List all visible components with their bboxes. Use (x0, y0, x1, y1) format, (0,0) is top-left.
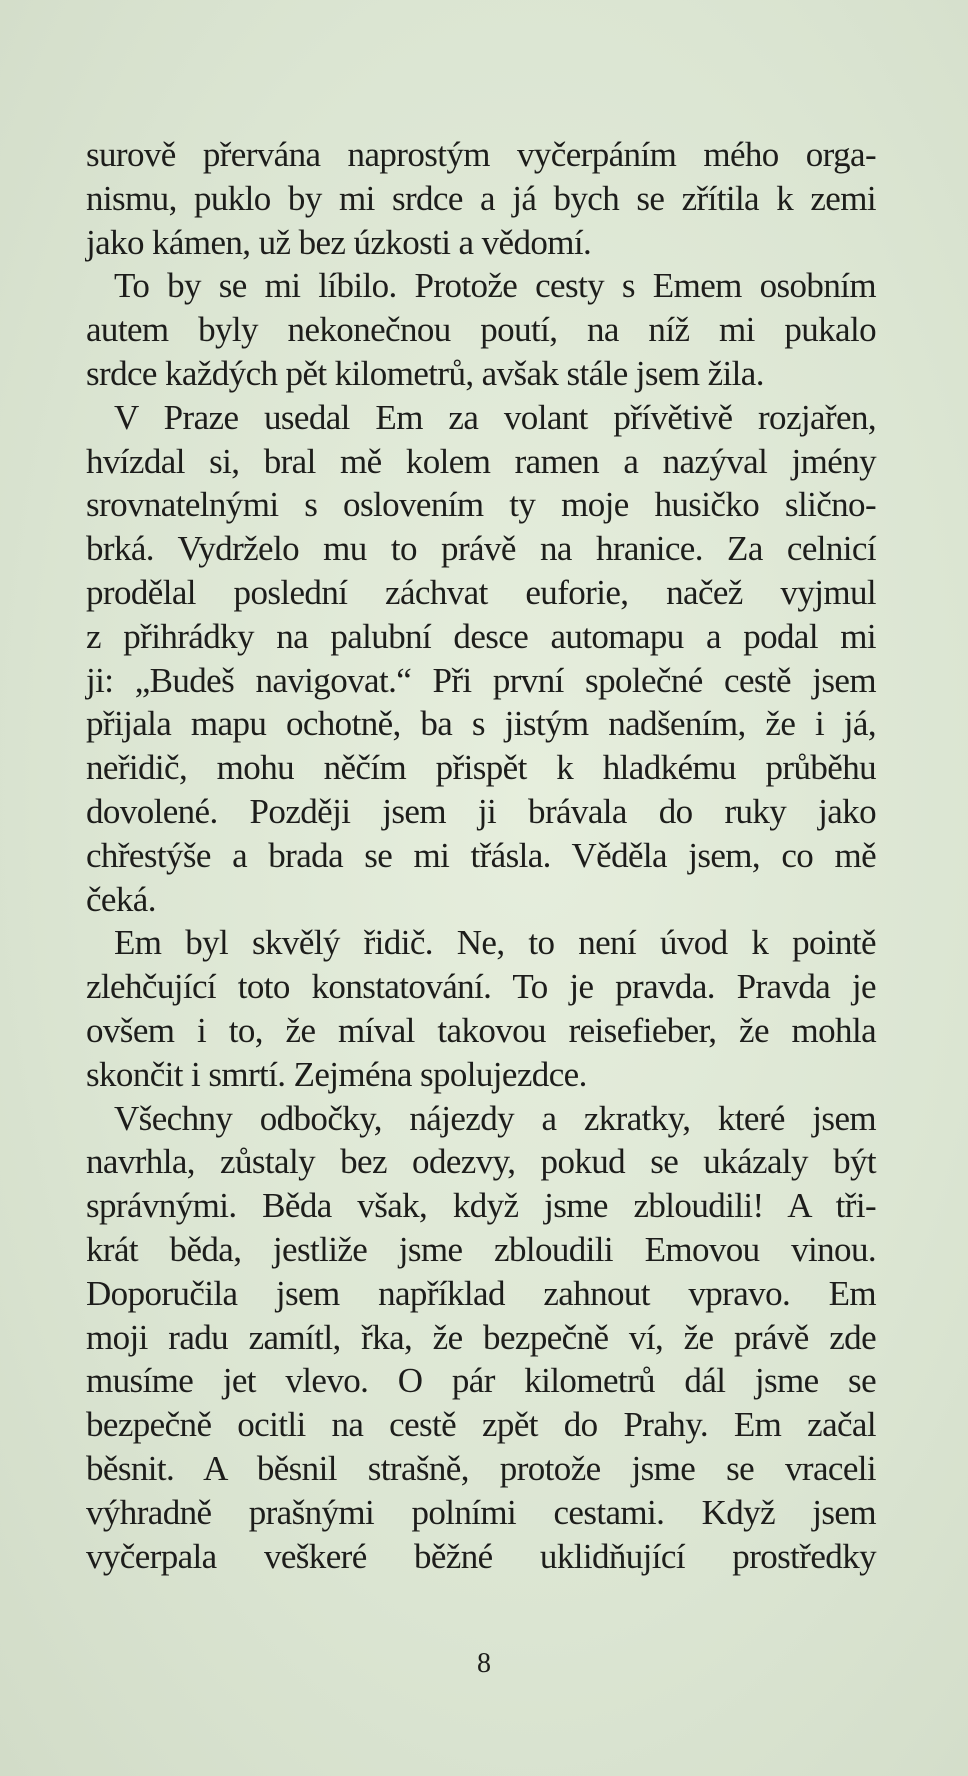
text-line: ji: „Budeš navigovat.“ Při první společné cestě jsem (86, 660, 876, 700)
text-line: výhradně prašnými polními cestami. Když jsem (86, 1492, 876, 1532)
text-line: srdce každých pět kilometrů, avšak stále jsem žila. (86, 353, 764, 393)
text-line: neřidič, mohu něčím přispět k hladkému průběhu (86, 748, 876, 788)
text-line: Em byl skvělý řidič. Ne, to není úvod k pointě (114, 923, 876, 963)
text-line: chřestýše a brada se mi třásla. Věděla jsem, co mě (86, 835, 876, 875)
text-line: dovolené. Později jsem ji brávala do ruky jako (86, 791, 876, 831)
text-line: srovnatelnými s oslovením ty moje husičko slično- (86, 485, 876, 525)
text-line: hvízdal si, bral mě kolem ramen a nazýval jmény (86, 441, 876, 481)
text-line: z přihrádky na palubní desce automapu a podal mi (86, 616, 876, 656)
text-line: jako kámen, už bez úzkosti a vědomí. (86, 222, 592, 262)
text-line: skončit i smrtí. Zejména spolujezdce. (86, 1054, 587, 1094)
text-line: vyčerpala veškeré běžné uklidňující prostředky (86, 1536, 876, 1576)
text-line: prodělal poslední záchvat euforie, načež vyjmul (86, 572, 876, 612)
text-line: V Praze usedal Em za volant přívětivě rozjařen, (114, 397, 876, 437)
text-line: přijala mapu ochotně, ba s jistým nadšením, že i já, (86, 704, 876, 744)
text-line: zlehčující toto konstatování. To je pravda. Pravda je (86, 967, 876, 1007)
text-line: bezpečně ocitli na cestě zpět do Prahy. Em začal (86, 1405, 876, 1445)
text-line: nismu, puklo by mi srdce a já bych se zřítila k zemi (86, 178, 876, 218)
body-text (86, 133, 876, 1578)
text-line: navrhla, zůstaly bez odezvy, pokud se ukázaly být (86, 1142, 876, 1182)
text-line: Doporučila jsem například zahnout vpravo. Em (86, 1273, 876, 1313)
text-line: surově přervána naprostým vyčerpáním mého orga- (86, 135, 876, 174)
text-line: musíme jet vlevo. O pár kilometrů dál jsme se (86, 1361, 876, 1401)
text-line: krát běda, jestliže jsme zbloudili Emovou vinou. (86, 1229, 876, 1269)
page-number: 8 (477, 1648, 491, 1679)
text-line: brká. Vydrželo mu to právě na hranice. Za celnicí (86, 529, 876, 569)
text-line: ovšem i to, že míval takovou reisefieber, že mohla (86, 1010, 876, 1050)
text-line: běsnit. A běsnil strašně, protože jsme se vraceli (86, 1448, 876, 1488)
text-line: moji radu zamítl, řka, že bezpečně ví, že právě zde (86, 1317, 876, 1357)
text-line: správnými. Běda však, když jsme zbloudili! A tři- (86, 1186, 876, 1226)
text-line: čeká. (86, 879, 156, 919)
text-line: To by se mi líbilo. Protože cesty s Emem osobním (114, 266, 876, 306)
text-line: autem byly nekonečnou poutí, na níž mi pukalo (86, 310, 876, 350)
text-line: Všechny odbočky, nájezdy a zkratky, které jsem (114, 1098, 876, 1138)
